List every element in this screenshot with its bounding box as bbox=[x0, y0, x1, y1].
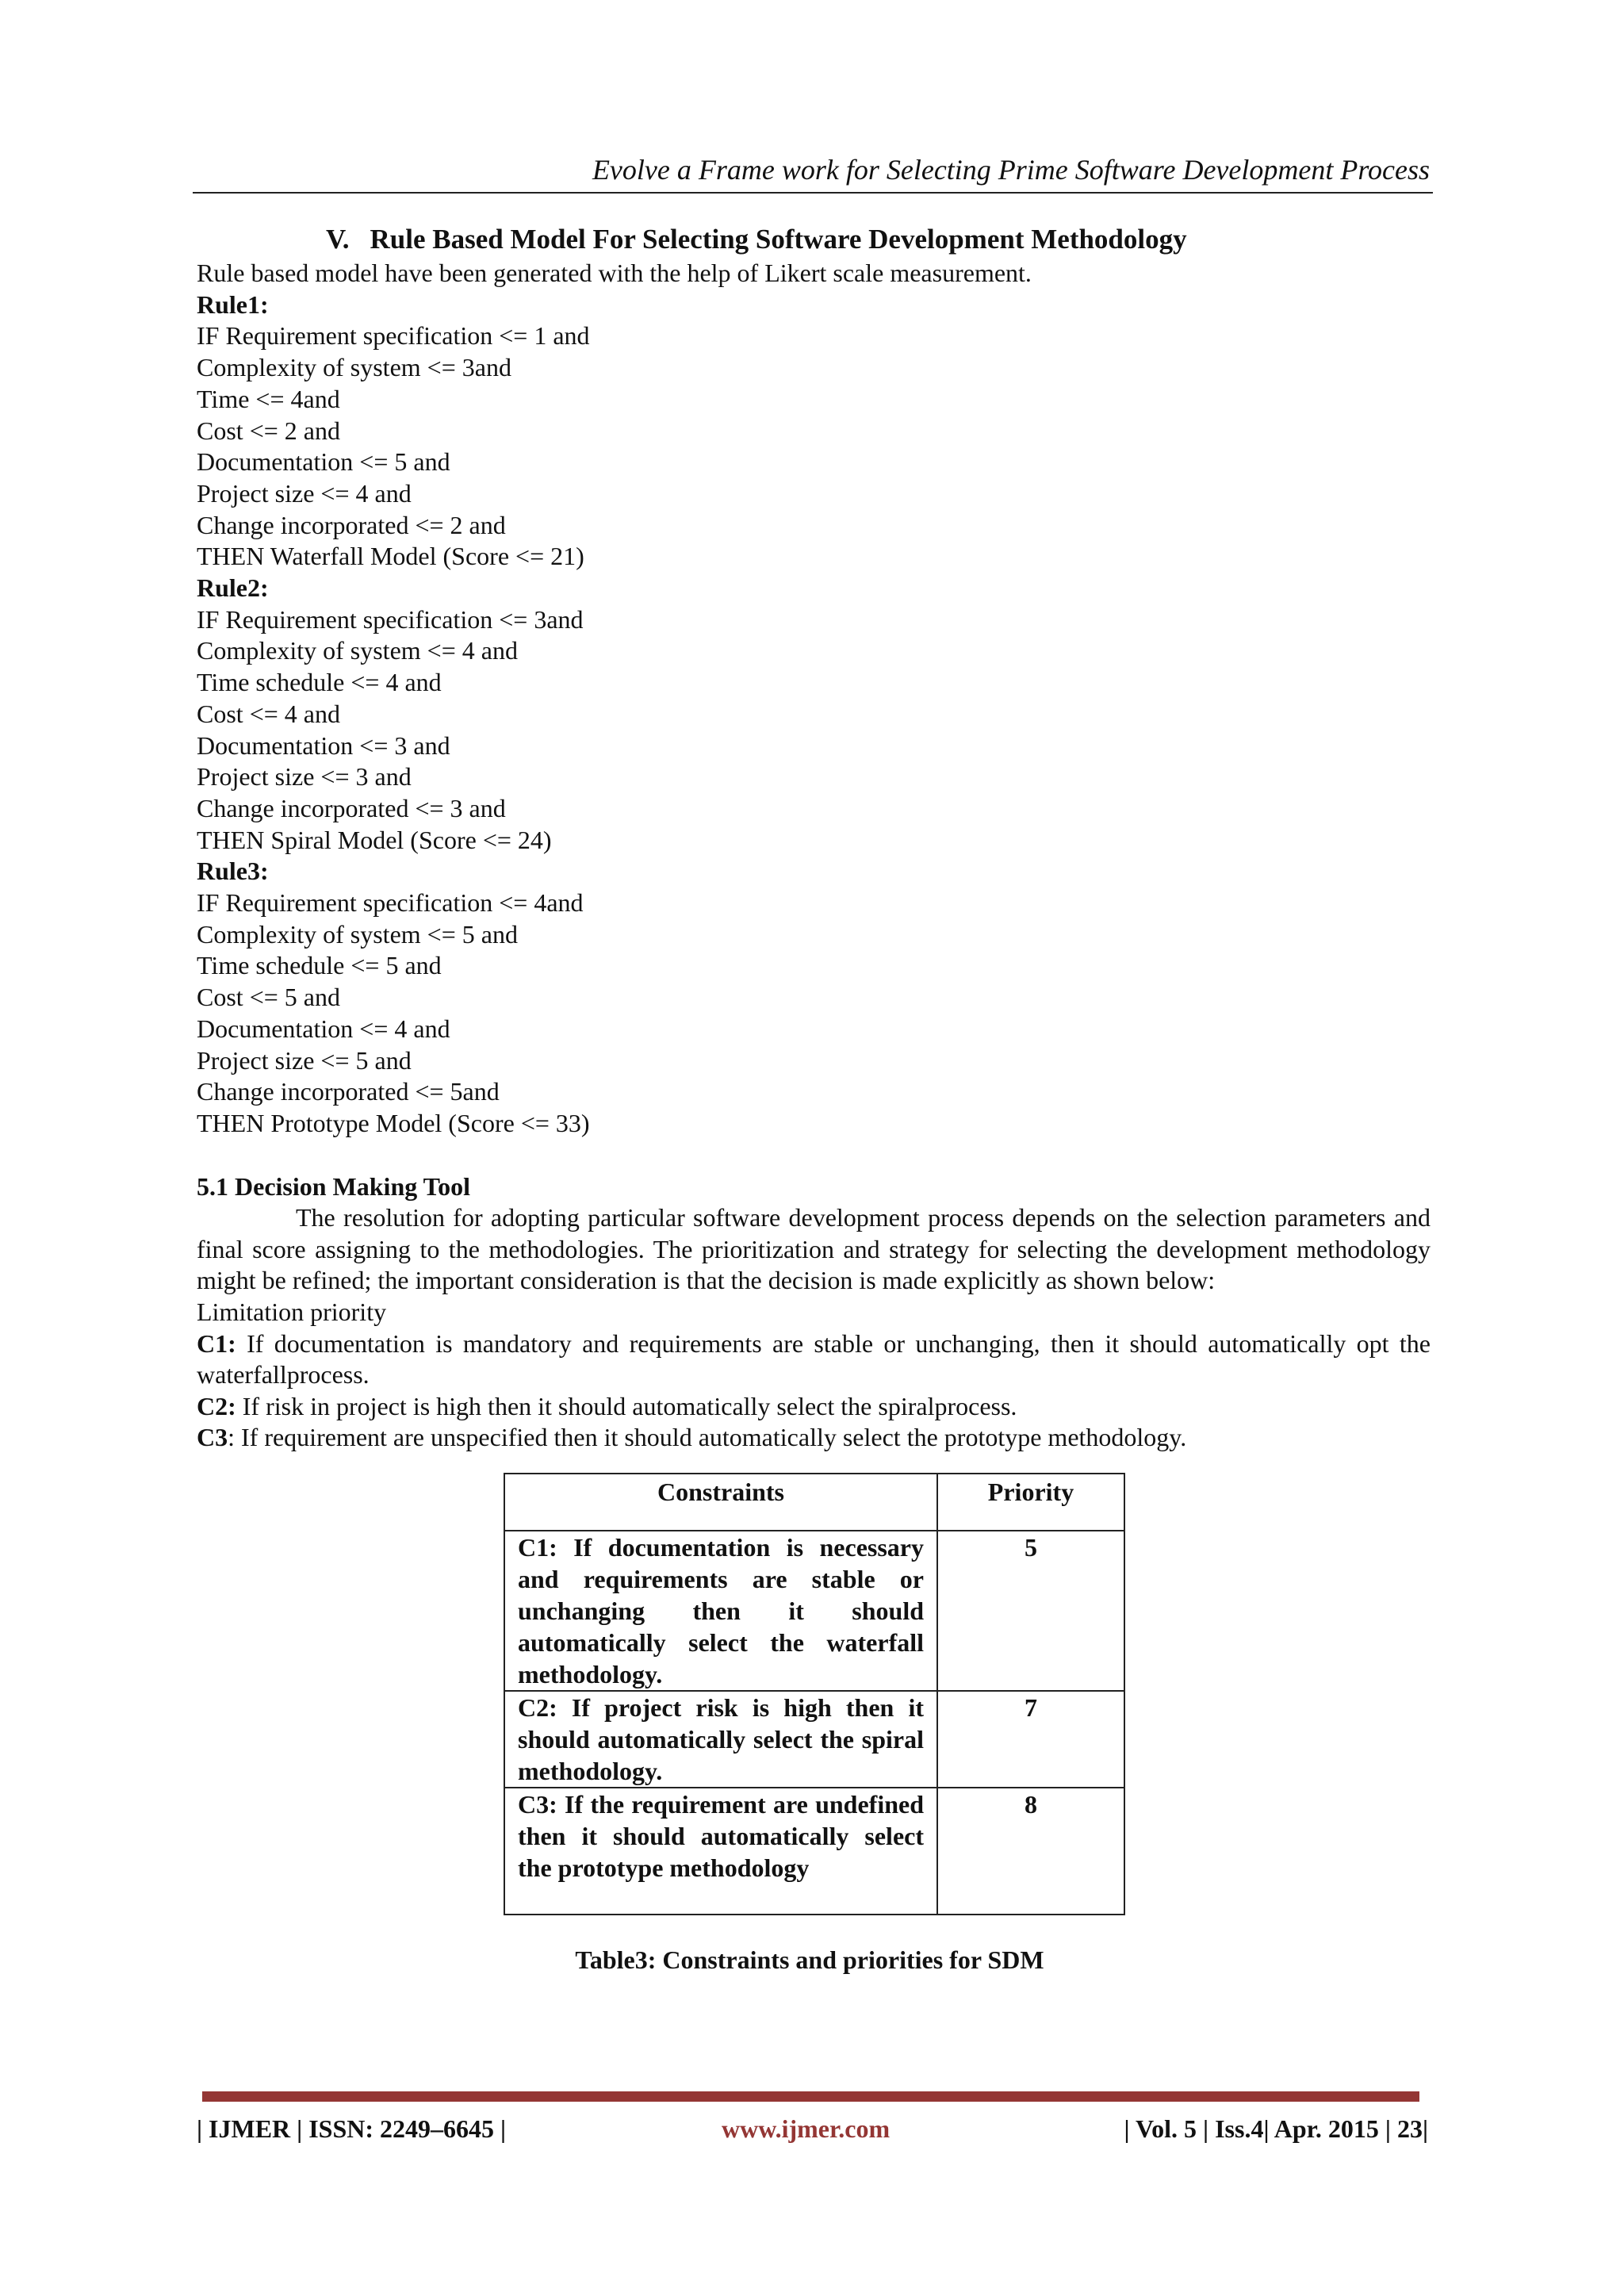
table-row bbox=[504, 1788, 1124, 1915]
subsection-title: 5.1 Decision Making Tool bbox=[197, 1171, 470, 1201]
rule-line: Cost <= 4 and bbox=[197, 699, 340, 728]
footer-volume: | Vol. 5 | Iss.4| Apr. 2015 | 23| bbox=[1124, 2114, 1428, 2143]
rule-line: Complexity of system <= 3and bbox=[197, 353, 511, 382]
rule-line: Time <= 4and bbox=[197, 384, 340, 413]
table-header-row bbox=[504, 1474, 1124, 1531]
criterion-c2 bbox=[197, 1391, 1431, 1423]
criterion-label: C2: bbox=[197, 1391, 236, 1420]
rule-line: Cost <= 5 and bbox=[197, 983, 340, 1012]
criterion-text: If risk in project is high then it should automatically select the spiralprocess. bbox=[236, 1391, 1017, 1420]
rule-label: Rule2: bbox=[197, 573, 269, 603]
rule-line: IF Requirement specification <= 4and bbox=[197, 888, 584, 918]
table-caption: Table3: Constraints and priorities for SDM bbox=[575, 1945, 1044, 1974]
criterion-text: : If requirement are unspecified then it should automatically select the prototype methodology. bbox=[228, 1423, 1187, 1452]
section-heading bbox=[326, 221, 1431, 258]
priority-cell: 8 bbox=[937, 1788, 1124, 1915]
section-intro: Rule based model have been generated with the help of Likert scale measurement. bbox=[197, 259, 1032, 287]
priority-cell: 7 bbox=[937, 1691, 1124, 1788]
rule-line: Cost <= 2 and bbox=[197, 416, 340, 445]
rule-label: Rule1: bbox=[197, 289, 269, 319]
rule-line: Complexity of system <= 5 and bbox=[197, 919, 518, 949]
body-paragraph: The resolution for adopting particular software development process depends on the selection parameters and final score assigning to the methodologies. The prioritization and strategy for selecting the development methodology might be refined; the important consideration is that the decision is made explicitly as shown below: bbox=[197, 1203, 1431, 1295]
rule-line: Change incorporated <= 5and bbox=[197, 1077, 500, 1106]
running-header: Evolve a Frame work for Selecting Prime Software Development Process bbox=[592, 154, 1430, 186]
rule-line: Complexity of system <= 4 and bbox=[197, 636, 518, 665]
rule-line: IF Requirement specification <= 1 and bbox=[197, 321, 590, 351]
footer-journal: | IJMER | ISSN: 2249–6645 | bbox=[197, 2114, 507, 2143]
table-container bbox=[504, 1473, 1431, 1915]
priority-cell: 5 bbox=[937, 1531, 1124, 1691]
constraint-cell: C2: If project risk is high then it should automatically select the spiral methodology. bbox=[504, 1691, 937, 1788]
criterion-text: If documentation is mandatory and requirements are stable or unchanging, then it should automatically opt the waterfallprocess. bbox=[197, 1328, 1431, 1389]
column-header-constraints: Constraints bbox=[504, 1474, 937, 1531]
constraints-table bbox=[504, 1473, 1125, 1915]
rule-line: Documentation <= 5 and bbox=[197, 447, 450, 477]
rule-line: Time schedule <= 5 and bbox=[197, 951, 442, 980]
rule-line: Project size <= 3 and bbox=[197, 762, 412, 792]
rule-line: Project size <= 5 and bbox=[197, 1045, 412, 1075]
rule-line: Documentation <= 4 and bbox=[197, 1014, 450, 1043]
rule-line: IF Requirement specification <= 3and bbox=[197, 604, 584, 634]
rule-conclusion: THEN Spiral Model (Score <= 24) bbox=[197, 825, 552, 854]
constraint-cell: C1: If documentation is necessary and requirements are stable or unchanging then it should automatically select the waterfall methodology. bbox=[504, 1531, 937, 1691]
criterion-c3 bbox=[197, 1422, 1431, 1454]
criterion-label: C3 bbox=[197, 1423, 228, 1452]
footer-rule bbox=[202, 2091, 1419, 2102]
rule-conclusion: THEN Prototype Model (Score <= 33) bbox=[197, 1108, 590, 1137]
rule-line: Change incorporated <= 2 and bbox=[197, 510, 506, 539]
rule-line: Change incorporated <= 3 and bbox=[197, 793, 506, 822]
rule-label: Rule3: bbox=[197, 857, 269, 886]
spacer bbox=[197, 1140, 1431, 1171]
rule-line: Project size <= 4 and bbox=[197, 478, 412, 508]
table-row bbox=[504, 1691, 1124, 1788]
constraint-cell: C3: If the requirement are undefined then it should automatically select the prototype methodology bbox=[504, 1788, 937, 1915]
section-number: V. bbox=[326, 224, 350, 255]
column-header-priority: Priority bbox=[937, 1474, 1124, 1531]
rule-line: Documentation <= 3 and bbox=[197, 730, 450, 760]
criterion-label: C1: bbox=[197, 1328, 236, 1358]
page-body bbox=[197, 221, 1431, 1975]
footer-website-link[interactable]: www.ijmer.com bbox=[722, 2114, 891, 2143]
rule-line: Time schedule <= 4 and bbox=[197, 668, 442, 697]
rule-conclusion: THEN Waterfall Model (Score <= 21) bbox=[197, 542, 584, 571]
section-title: Rule Based Model For Selecting Software Development Methodology bbox=[370, 224, 1187, 255]
limitation-label: Limitation priority bbox=[197, 1297, 387, 1326]
header-rule bbox=[193, 192, 1433, 194]
table-row bbox=[504, 1531, 1124, 1691]
criterion-c1 bbox=[197, 1328, 1431, 1391]
